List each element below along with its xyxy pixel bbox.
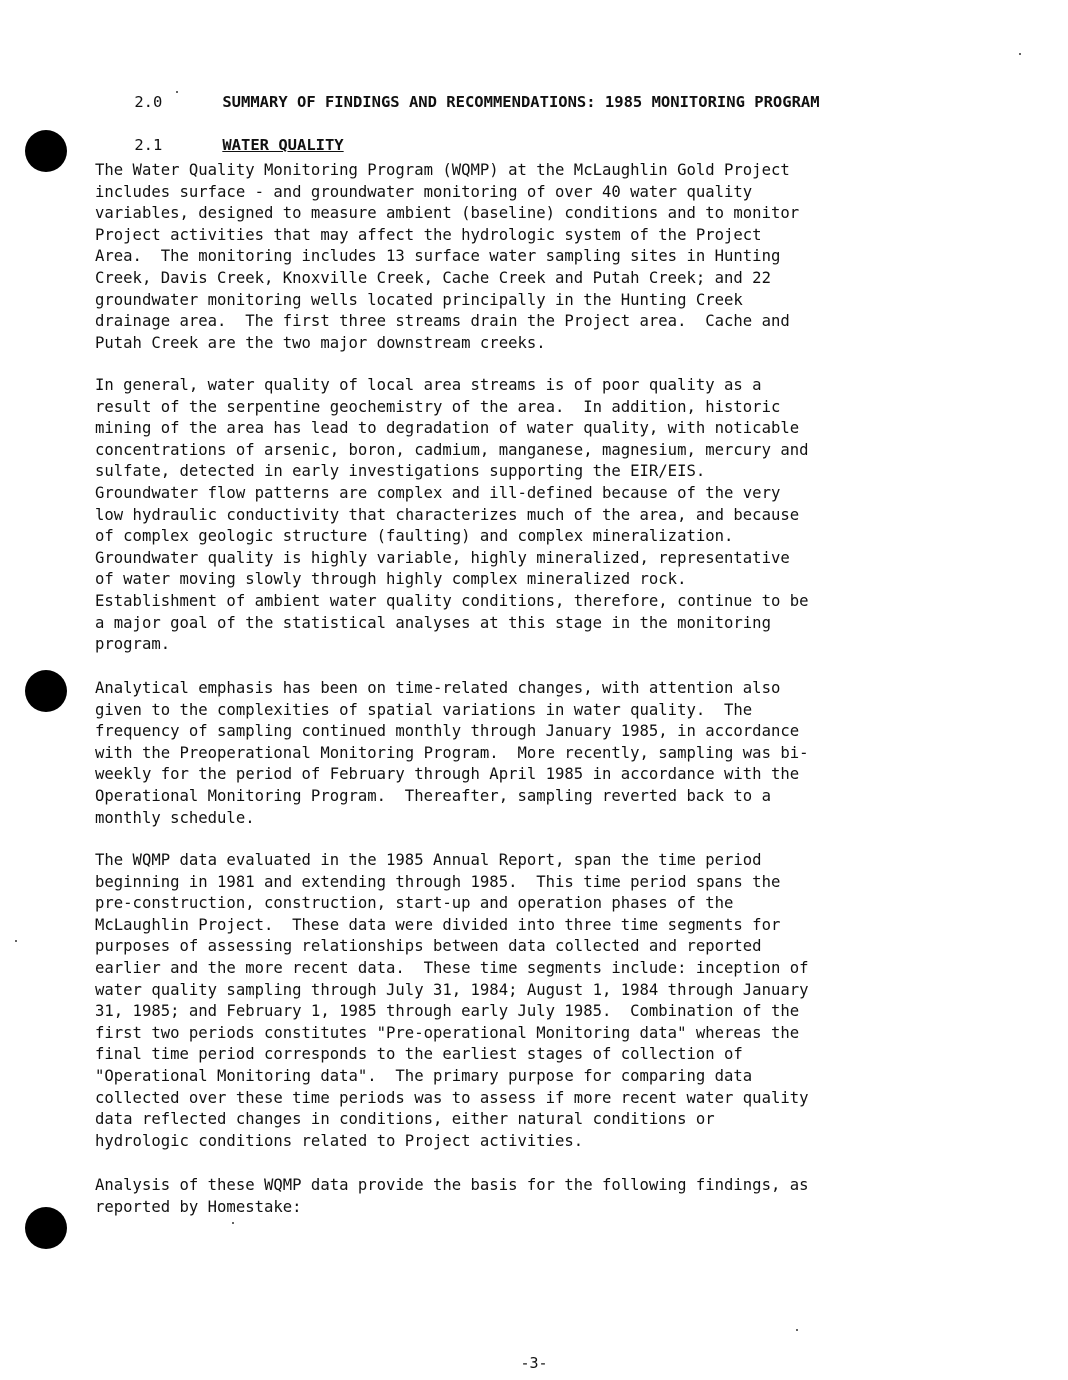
paragraph-analytical-emphasis: Analytical emphasis has been on time-related changes, with attention also given to the complexities of spatial variations in water quality. The frequency of sampling continued monthly through January 1985, in accordance with the Preoperational Monitoring Program. More recently, sampling was bi- weekly for the period of February through April 1985 in accordance with the Operational Monitoring Program. Thereafter, sampling reverted back to a monthly schedule. [95, 679, 809, 827]
scan-speck [15, 940, 17, 942]
binder-hole-bottom [25, 1207, 67, 1249]
scan-speck [796, 1329, 798, 1331]
binder-hole-middle [25, 670, 67, 712]
subsection-number: 2.1 [134, 136, 163, 154]
paragraph-findings-intro: Analysis of these WQMP data provide the basis for the following findings, as reported by Homestake: [95, 1176, 809, 1216]
paragraph-general-water-quality: In general, water quality of local area streams is of poor quality as a result of the serpentine geochemistry of the area. In addition, historic mining of the area has lead to degradation of water quality, with noticable concentrations of arsenic, boron, cadmium, manganese, magnesium, mercury and sulfate, detected in early investigations supporting the EIR/EIS. Groundwater flow patterns are complex and ill-defined because of the very low hydraulic conductivity that characterizes much of the area, and because of complex geologic structure (faulting) and complex mineralization. Groundwater quality is highly variable, highly mineralized, representative of water moving slowly through highly complex mineralized rock. Establishment of ambient water quality conditions, therefore, continue to be a major goal of the statistical analyses at this stage in the monitoring program. [95, 376, 809, 654]
subsection-title: WATER QUALITY [222, 136, 344, 154]
section-number: 2.0 [134, 93, 163, 111]
binder-hole-top [25, 130, 67, 172]
paragraph-wqmp-data-evaluation: The WQMP data evaluated in the 1985 Annual Report, span the time period beginning in 1981 and extending through 1985. This time period spans the pre-construction, construction, start-up and operation phases of the McLaughlin Project. These data were divided into three time segments for purposes of assessing relationships between data collected and reported earlier and the more recent data. These time segments include: inception of water quality sampling through July 31, 1984; August 1, 1984 through January 31, 1985; and February 1, 1985 through early July 1985. Combination of the first two periods constitutes "Pre-operational Monitoring data" whereas the final time period corresponds to the earliest stages of collection of "Operational Monitoring data". The primary purpose for comparing data collected over these time periods was to assess if more recent water quality data reflected changes in conditions, either natural conditions or hydrologic conditions related to Project activities. [95, 851, 809, 1150]
page-number: -3- [520, 1354, 548, 1372]
section-title: SUMMARY OF FINDINGS AND RECOMMENDATIONS: 1985 MONITORING PROGRAM [222, 93, 820, 111]
scan-speck [1019, 53, 1021, 55]
paragraph-wqmp-overview: The Water Quality Monitoring Program (WQMP) at the McLaughlin Gold Project includes surface - and groundwater monitoring of over 40 water quality variables, designed to measure ambient (baseline) conditions and to monitor Project activities that may affect the hydrologic system of the Project Area. The monitoring includes 13 surface water sampling sites in Hunting Creek, Davis Creek, Knoxville Creek, Cache Creek and Putah Creek; and 22 groundwater monitoring wells located principally in the Hunting Creek drainage area. The first three streams drain the Project area. Cache and Putah Creek are the two major downstream creeks. [95, 161, 800, 352]
scan-speck [232, 1222, 234, 1224]
